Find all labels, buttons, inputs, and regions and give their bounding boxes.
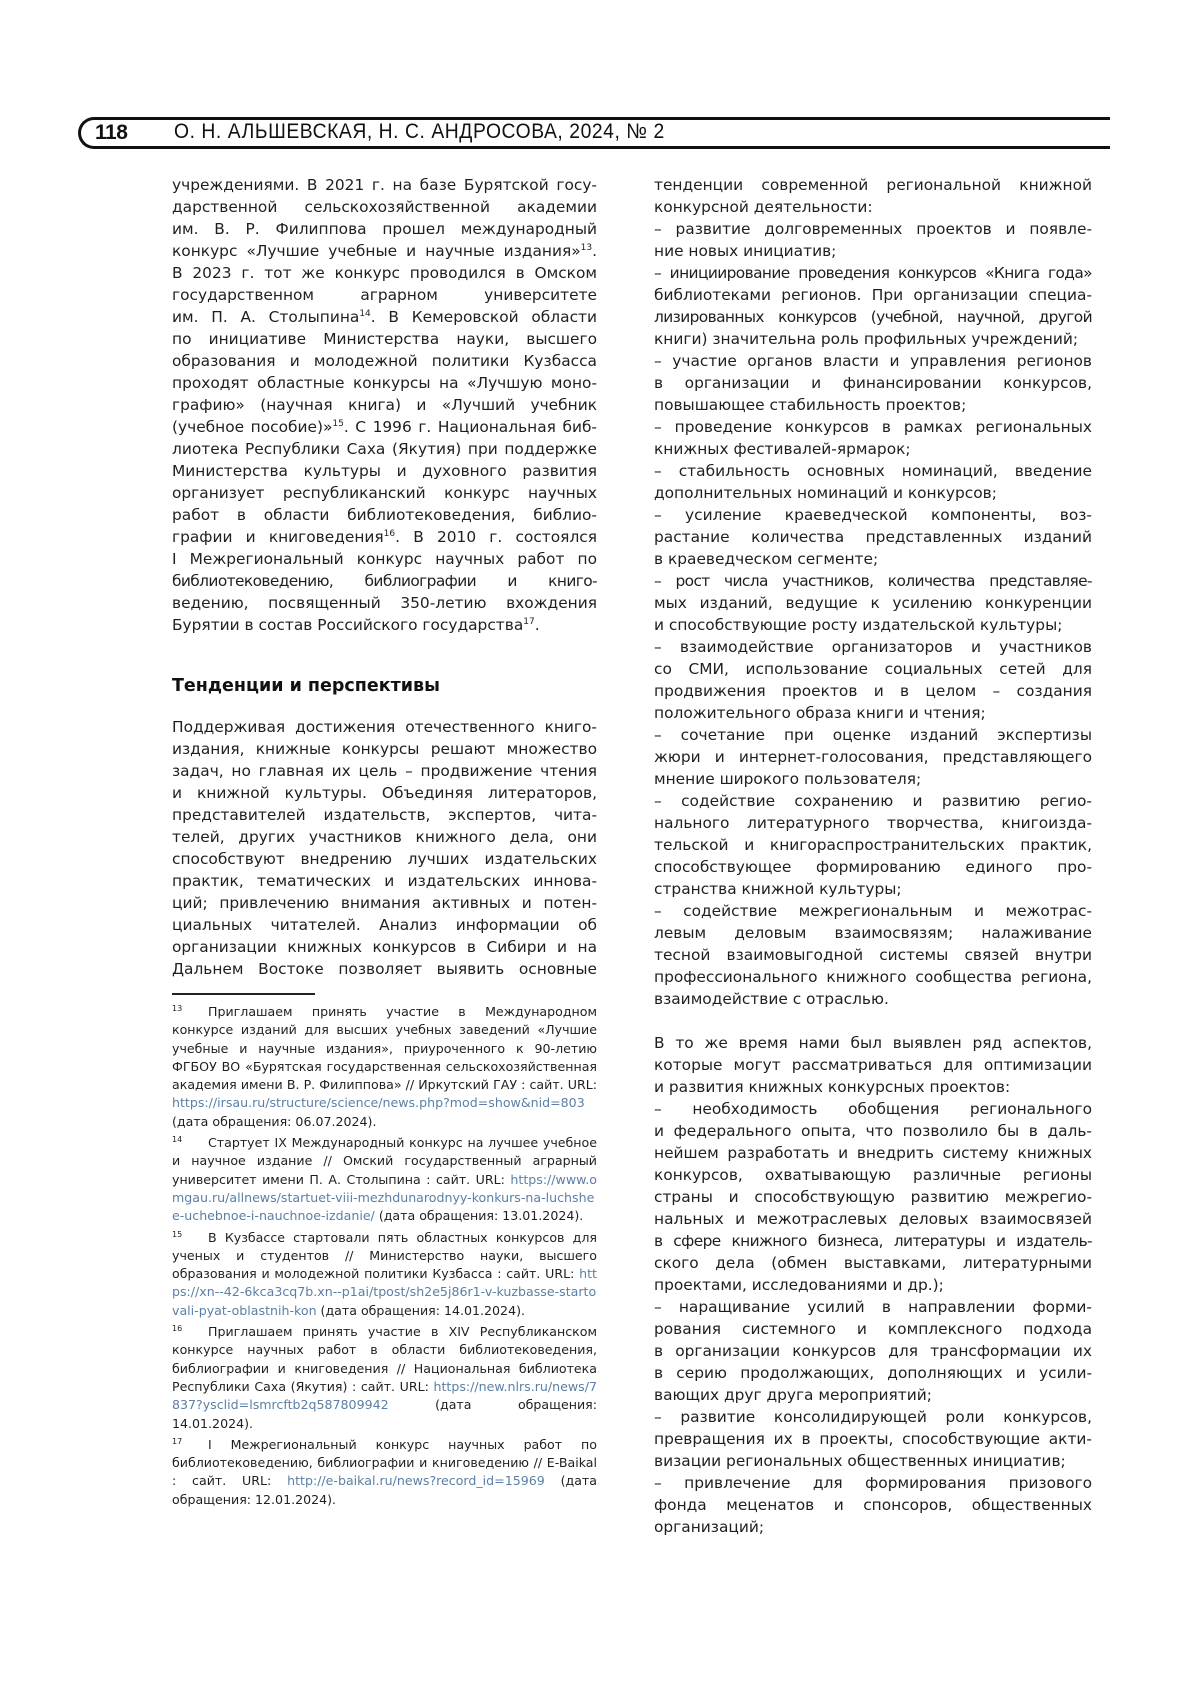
text-line: – взаимодействие организаторов и участников: [654, 638, 1092, 656]
text-line: – стабильность основных номинаций, введение: [654, 462, 1092, 480]
text-line: организаций;: [654, 1518, 765, 1536]
text-line: государственном аграрном университете: [172, 286, 597, 304]
text-line: библиотековедению, библиографии и книго-: [172, 572, 597, 590]
text-line: – инициирование проведения конкурсов «Книга года»: [654, 264, 1092, 282]
footnote-ref[interactable]: 13: [580, 243, 593, 253]
list-item: [654, 1098, 1092, 1296]
text-line: положительного образа книги и чтения;: [654, 704, 986, 722]
text-line: в организации и финансировании конкурсов,: [654, 374, 1092, 392]
text-line: со СМИ, использование социальных сетей для: [654, 660, 1092, 678]
text-line: ние новых инициатив;: [654, 242, 837, 260]
text-line: книжных фестивалей-ярмарок;: [654, 440, 911, 458]
footnote-url-link[interactable]: http://e-baikal.ru/news?record_id=15969: [287, 1473, 545, 1489]
text-line: странства книжной культуры;: [654, 880, 902, 898]
text-line: ского дела (обмен выставками, литературными: [654, 1254, 1092, 1272]
text-line: задач, но главная их цель – продвижение чтения: [172, 762, 597, 780]
list-item: [654, 1296, 1092, 1406]
text-line: графию» (научная книга) и «Лучший учебник: [172, 396, 597, 414]
text-line: – участие органов власти и управления регионов: [654, 352, 1092, 370]
footnote: 15 В Кузбассе стартовали пять областных конкурсов для ученых и студентов // Министерство науки, высшего образования и молодежной политики Кузбасса : сайт. URL: https://xn--42-6kca3cq7b.xn--p1ai/tpost/sh2e5j86r1-v-kuzbasse-startovali-pyat-oblastnih-kon (дата обращения: 14.01.2024).: [172, 1226, 597, 1320]
text-line: учреждениями. В 2021 г. на базе Бурятской госу-: [172, 176, 597, 194]
text-line: способствуют внедрению лучших издательских: [172, 850, 597, 868]
text-line: и способствующие росту издательской культуры;: [654, 616, 1063, 634]
text-line: рования системного и комплексного подхода: [654, 1320, 1092, 1338]
text-line: дополнительных номинаций и конкурсов;: [654, 484, 997, 502]
text-line: нального литературного творчества, книгоизда-: [654, 814, 1092, 832]
text-line: библиотеками регионов. При организации специа-: [654, 286, 1092, 304]
text-line: В то же время нами был выявлен ряд аспектов,: [654, 1034, 1092, 1052]
text-line: организации книжных конкурсов в Сибири и на: [172, 938, 597, 956]
text-line: издания, книжные конкурсы решают множество: [172, 740, 597, 758]
text-line: Министерства культуры и духовного развития: [172, 462, 597, 480]
text-line: профессионального книжного сообщества региона,: [654, 968, 1092, 986]
text-line: графии и книговедения$^{16}$. В 2010 г. состоялся: [172, 528, 597, 546]
list-item: [654, 790, 1092, 900]
text-line: визации региональных общественных инициатив;: [654, 1452, 1066, 1470]
footnote: 13 Приглашаем принять участие в Международном конкурсе изданий для высших учебных заведений «Лучшие учебные и научные издания», приуроченного к 90-летию ФГБОУ ВО «Бурятская государственная сельскохозяйственная академия имени В. Р. Филиппова» // Иркутский ГАУ : сайт. URL: https://irsau.ru/structure/science/news.php?mod=show&nid=803 (дата обращения: 06.07.2024).: [172, 1000, 597, 1131]
footnotes: [172, 1000, 597, 1509]
text-line: телей, других участников книжного дела, они: [172, 828, 597, 846]
text-line: – развитие долговременных проектов и появле-: [654, 220, 1092, 238]
footnote-number: 17: [172, 1436, 183, 1446]
text-line: – привлечение для формирования призового: [654, 1474, 1092, 1492]
text-line: в серию продолжающих, дополняющих и усили-: [654, 1364, 1092, 1382]
footnote-url-link[interactable]: https://xn--42-6kca3cq7b.xn--p1ai/tpost/sh2e5j86r1-v-kuzbasse-startovali-pyat-oblastnih-kon: [172, 1266, 597, 1318]
text-line: – сочетание при оценке изданий экспертизы: [654, 726, 1092, 744]
running-header: [78, 117, 1110, 149]
text-line: тельской и книгораспространительских практик,: [654, 836, 1092, 854]
footnote-number: 14: [172, 1135, 183, 1145]
text-line: книги) значительна роль профильных учреждений;: [654, 330, 1079, 348]
text-line: повышающее стабильность проектов;: [654, 396, 967, 414]
footnote-ref[interactable]: 17: [523, 617, 535, 627]
text-line: по инициативе Министерства науки, высшего: [172, 330, 597, 348]
text-line: продвижения проектов и в целом – создания: [654, 682, 1092, 700]
list-item: [654, 416, 1092, 460]
list-item: [654, 262, 1092, 350]
text-line: – необходимость обобщения регионального: [654, 1100, 1092, 1118]
text-line: лизированных конкурсов (учебной, научной, другой: [654, 308, 1092, 326]
text-line: в краеведческом сегменте;: [654, 550, 879, 568]
text-line: нальных и межотраслевых деловых взаимосвязей: [654, 1210, 1092, 1228]
text-line: дарственной сельскохозяйственной академии: [172, 198, 597, 216]
text-line: циальных читателей. Анализ информации об: [172, 916, 597, 934]
footnote-url-link[interactable]: https://www.omgau.ru/allnews/startuet-viii-mezhdunarodnyy-konkurs-na-luchshee-uchebnoe-i-nauchnoe-izdanie/: [172, 1171, 597, 1224]
text-line: – усиление краеведческой компоненты, воз-: [654, 506, 1092, 524]
text-line: в организации конкурсов для трансформации их: [654, 1342, 1092, 1360]
text-line: страны и способствующую развитию межрегио-: [654, 1188, 1092, 1206]
left-column-paragraph: [172, 174, 597, 636]
page-number: 118: [95, 121, 128, 144]
text-line: тесной взаимовыгодной системы связей внутри: [654, 946, 1092, 964]
footnote: 16 Приглашаем принять участие в XIV Республиканском конкурсе научных работ в области библиотековедения, библиографии и книговедения // Национальная библиотека Республики Саха (Якутия) : сайт. URL: https://new.nlrs.ru/news/7837?ysclid=lsmrcftb2q587809942 (дата обращения: 14.01.2024).: [172, 1320, 597, 1433]
text-line: и развития книжных конкурсных проектов:: [654, 1078, 1011, 1096]
list-item: [654, 218, 1092, 262]
section-heading: Тенденции и перспективы: [172, 676, 440, 696]
list-item: [654, 724, 1092, 790]
footnote-divider: [172, 993, 315, 995]
list-item: [654, 1472, 1092, 1538]
footnote: 14 Стартует IX Международный конкурс на лучшее учебное и научное издание // Омский государственный аграрный университет имени П. А. Столыпина : сайт. URL: https://www.omgau.ru/allnews/startuet-viii-mezhdunarodnyy-konkurs-na-luchshee-uchebnoe-i-nauchnoe-izdanie/ (дата обращения: 13.01.2024).: [172, 1131, 597, 1225]
footnote-number: 15: [172, 1229, 183, 1239]
text-line: образования и молодежной политики Кузбасса: [172, 352, 597, 370]
footnote-number: 13: [172, 1004, 183, 1013]
text-line: левым деловым взаимосвязям; налаживание: [654, 924, 1092, 942]
text-line: и книжной культуры. Объединяя литераторов,: [172, 784, 597, 802]
footnote-url-link[interactable]: https://new.nlrs.ru/news/7837?ysclid=lsmrcftb2q587809942: [172, 1378, 597, 1413]
text-line: им. П. А. Столыпина$^{14}$. В Кемеровской области: [172, 308, 597, 326]
text-line: ведению, посвященный 350-летию вхождения: [172, 594, 597, 612]
text-line: практик, тематических и издательских иннова-: [172, 872, 597, 890]
footnote: 17 I Межрегиональный конкурс научных работ по библиотековедению, библиографии и книговедению // E-Baikal : сайт. URL: http://e-baikal.ru/news?record_id=15969 (дата обращения: 12.01.2024).: [172, 1433, 597, 1509]
list-item: [654, 636, 1092, 724]
text-line: превращения их в проекты, способствующие акти-: [654, 1430, 1092, 1448]
text-line: – рост числа участников, количества представляе-: [654, 572, 1092, 590]
text-line: способствующее формированию единого про-: [654, 858, 1092, 876]
text-line: – содействие сохранению и развитию регио-: [654, 792, 1092, 810]
text-line: Дальнем Востоке позволяет выявить основные: [172, 960, 597, 978]
text-line: им. В. Р. Филиппова прошел международный: [172, 220, 597, 238]
text-line: тенденции современной региональной книжной: [654, 176, 1092, 194]
text-line: – развитие консолидирующей роли конкурсов,: [654, 1408, 1092, 1426]
text-line: Поддерживая достижения отечественного книго-: [172, 718, 597, 736]
text-line: проектами, исследованиями и др.);: [654, 1276, 944, 1294]
text-line: – проведение конкурсов в рамках региональных: [654, 418, 1092, 436]
list-item: [654, 350, 1092, 416]
text-line: Бурятии в состав Российского государства$^{17}$.: [172, 616, 540, 634]
text-line: представителей издательств, экспертов, чита-: [172, 806, 597, 824]
text-line: конкурсной деятельности:: [654, 198, 873, 216]
text-line: жюри и интернет-голосования, представляющего: [654, 748, 1092, 766]
running-title: О. Н. АЛЬШЕВСКАЯ, Н. С. АНДРОСОВА, 2024, № 2: [174, 120, 665, 143]
text-line: мнение широкого пользователя;: [654, 770, 922, 788]
text-line: фонда меценатов и спонсоров, общественных: [654, 1496, 1092, 1514]
text-line: мых изданий, ведущие к усилению конкуренции: [654, 594, 1092, 612]
text-line: ций; привлечению внимания активных и потен-: [172, 894, 597, 912]
text-line: вающих друг друга мероприятий;: [654, 1386, 932, 1404]
text-line: которые могут рассматриваться для оптимизации: [654, 1056, 1092, 1074]
left-column-paragraph-2: [172, 716, 597, 980]
text-line: нейшем разработать и внедрить систему книжных: [654, 1144, 1092, 1162]
footnote-ref[interactable]: 14: [359, 309, 371, 319]
right-column: [654, 174, 1092, 1538]
text-line: конкурсов, охватывающую различные регионы: [654, 1166, 1092, 1184]
text-line: работ в области библиотековедения, библио-: [172, 506, 597, 524]
text-line: лиотека Республики Саха (Якутия) при поддержке: [172, 440, 597, 458]
list-item: [654, 1406, 1092, 1472]
text-line: В 2023 г. тот же конкурс проводился в Омском: [172, 264, 597, 282]
text-line: конкурс «Лучшие учебные и научные издания»$^{13}$.: [172, 242, 597, 260]
text-line: – содействие межрегиональным и межотрас-: [654, 902, 1092, 920]
text-line: I Межрегиональный конкурс научных работ по: [172, 550, 597, 568]
text-line: и федерального опыта, что позволило бы в даль-: [654, 1122, 1092, 1140]
text-line: в сфере книжного бизнеса, литературы и издатель-: [654, 1232, 1092, 1250]
list-item: [654, 900, 1092, 1010]
text-line: – наращивание усилий в направлении форми-: [654, 1298, 1092, 1316]
footnote-url-link[interactable]: https://irsau.ru/structure/science/news.php?mod=show&nid=803: [172, 1095, 585, 1111]
text-line: растание количества представленных изданий: [654, 528, 1092, 546]
footnote-number: 16: [172, 1324, 183, 1334]
text-line: организует республиканский конкурс научных: [172, 484, 597, 502]
list-item: [654, 504, 1092, 570]
list-item: [654, 570, 1092, 636]
footnote-ref[interactable]: 15: [332, 419, 344, 429]
text-line: проходят областные конкурсы на «Лучшую моно-: [172, 374, 597, 392]
paragraph-gap: [654, 1010, 1092, 1032]
footnote-ref[interactable]: 16: [383, 529, 396, 539]
text-line: (учебное пособие)»$^{15}$. С 1996 г. Национальная биб-: [172, 418, 597, 436]
list-item: [654, 460, 1092, 504]
text-line: взаимодействие с отраслью.: [654, 990, 889, 1008]
